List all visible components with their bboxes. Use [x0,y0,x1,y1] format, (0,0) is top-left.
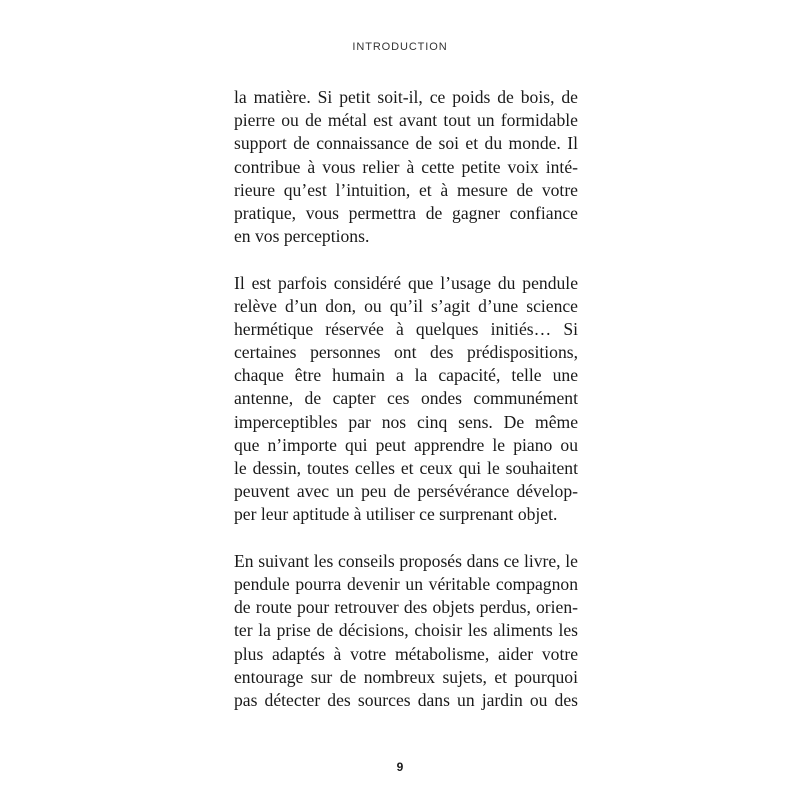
text-line: ter la prise de décisions, choisir les aliments les [234,620,578,641]
text-line: pas détecter des sources dans un jardin ou des [234,689,578,710]
text-line: peuvent avec un peu de persévérance dévelop- [234,481,578,502]
text-line: Il est parfois considéré que l’usage du pendule [234,272,578,293]
text-line: En suivant les conseils proposés dans ce livre, le [234,550,578,571]
paragraph-2 [234,272,578,527]
text-line: relève d’un don, ou qu’il s’agit d’une science [234,295,578,316]
text-line: que n’importe qui peut apprendre le piano ou [234,434,578,455]
text-line: certaines personnes ont des prédispositions, [234,342,578,363]
text-line: pierre ou de métal est avant tout un formidable [234,110,578,131]
text-line: rieure qu’est l’intuition, et à mesure de votre [234,179,578,200]
page-number: 9 [396,760,404,774]
text-line: plus adaptés à votre métabolisme, aider votre [234,643,578,664]
text-line: la matière. Si petit soit-il, ce poids de bois, de [234,87,578,107]
running-head: INTRODUCTION [352,41,448,53]
paragraph-1 [234,86,578,248]
text-line: en vos perceptions. [234,226,370,247]
text-line: de route pour retrouver des objets perdus, orien- [234,597,578,618]
paragraph-3 [234,550,578,712]
text-line: imperceptibles par nos cinq sens. De même [234,411,578,432]
text-line: le dessin, toutes celles et ceux qui le souhaitent [234,458,578,478]
text-line: chaque être humain a la capacité, telle une [234,365,578,386]
body-text [234,86,578,735]
text-line: pendule pourra devenir un véritable compagnon [234,573,578,594]
text-line: hermétique réservée à quelques initiés… Si [234,318,578,339]
text-line: per leur aptitude à utiliser ce surprenant objet. [234,504,558,525]
text-line: pratique, vous permettra de gagner confiance [234,202,578,223]
text-line: entourage sur de nombreux sujets, et pourquoi [234,666,578,687]
text-line: contribue à vous relier à cette petite voix inté- [234,156,578,177]
text-line: antenne, de capter ces ondes communément [234,388,578,409]
text-line: support de connaissance de soi et du monde. Il [234,133,578,154]
